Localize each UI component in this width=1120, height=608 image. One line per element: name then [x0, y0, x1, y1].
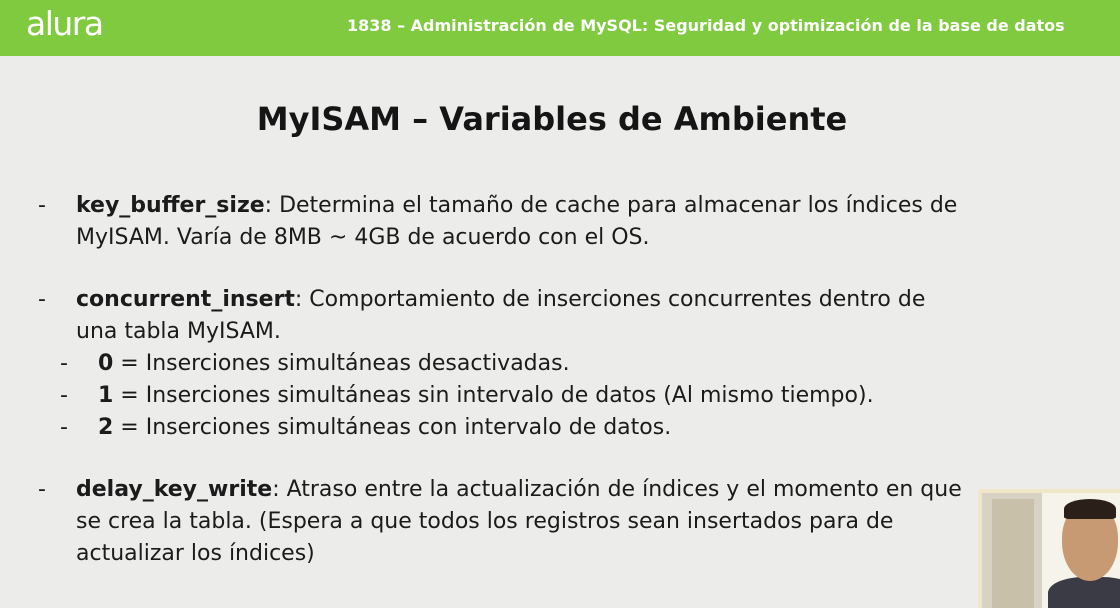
value-number: 1	[98, 383, 114, 408]
value-description: = Inserciones simultáneas sin intervalo de datos (Al mismo tiempo).	[113, 383, 874, 408]
value-number: 0	[98, 351, 114, 376]
slide-title: MyISAM – Variables de Ambiente	[256, 100, 848, 138]
variable-description-cont: una tabla MyISAM.	[76, 319, 281, 344]
bullet-concurrent-insert	[38, 284, 1048, 348]
course-title: 1838 – Administración de MySQL: Seguridad y optimización de la base de datos	[347, 16, 1065, 35]
variable-description: : Comportamiento de inserciones concurrentes dentro de	[294, 287, 926, 312]
webcam-door-frame	[992, 499, 1034, 608]
sub-bullet	[38, 412, 1048, 444]
variable-name: key_buffer_size	[76, 193, 265, 218]
sub-bullet	[38, 380, 1048, 412]
variable-description-cont: MyISAM. Varía de 8MB ~ 4GB de acuerdo con el OS.	[76, 225, 650, 250]
webcam-overlay	[978, 489, 1120, 608]
bullet-dash: -	[38, 287, 46, 312]
bullet-dash: -	[38, 193, 46, 218]
variable-description-cont: actualizar los índices)	[76, 541, 315, 566]
bullet-key-buffer-size	[38, 190, 1048, 254]
concurrent-insert-values	[38, 348, 1048, 444]
bullet-dash: -	[38, 477, 46, 502]
presenter-shoulders	[1048, 577, 1120, 608]
variable-description: : Atraso entre la actualización de índices y el momento en que	[272, 477, 962, 502]
bullet-dash: -	[60, 351, 68, 376]
sub-bullet	[38, 348, 1048, 380]
slide-content	[38, 190, 1048, 570]
variable-description-cont: se crea la tabla. (Espera a que todos los registros sean insertados para de	[76, 509, 894, 534]
bullet-dash: -	[60, 383, 68, 408]
value-description: = Inserciones simultáneas desactivadas.	[113, 351, 570, 376]
variable-name: delay_key_write	[76, 477, 273, 502]
alura-logo: alura	[26, 4, 103, 43]
value-number: 2	[98, 415, 114, 440]
variable-description: : Determina el tamaño de cache para almacenar los índices de	[264, 193, 958, 218]
bullet-dash: -	[60, 415, 68, 440]
variable-name: concurrent_insert	[76, 287, 295, 312]
top-banner	[0, 0, 1120, 56]
bullet-delay-key-write	[38, 474, 1048, 570]
value-description: = Inserciones simultáneas con intervalo de datos.	[113, 415, 672, 440]
presenter-hair	[1064, 499, 1116, 519]
